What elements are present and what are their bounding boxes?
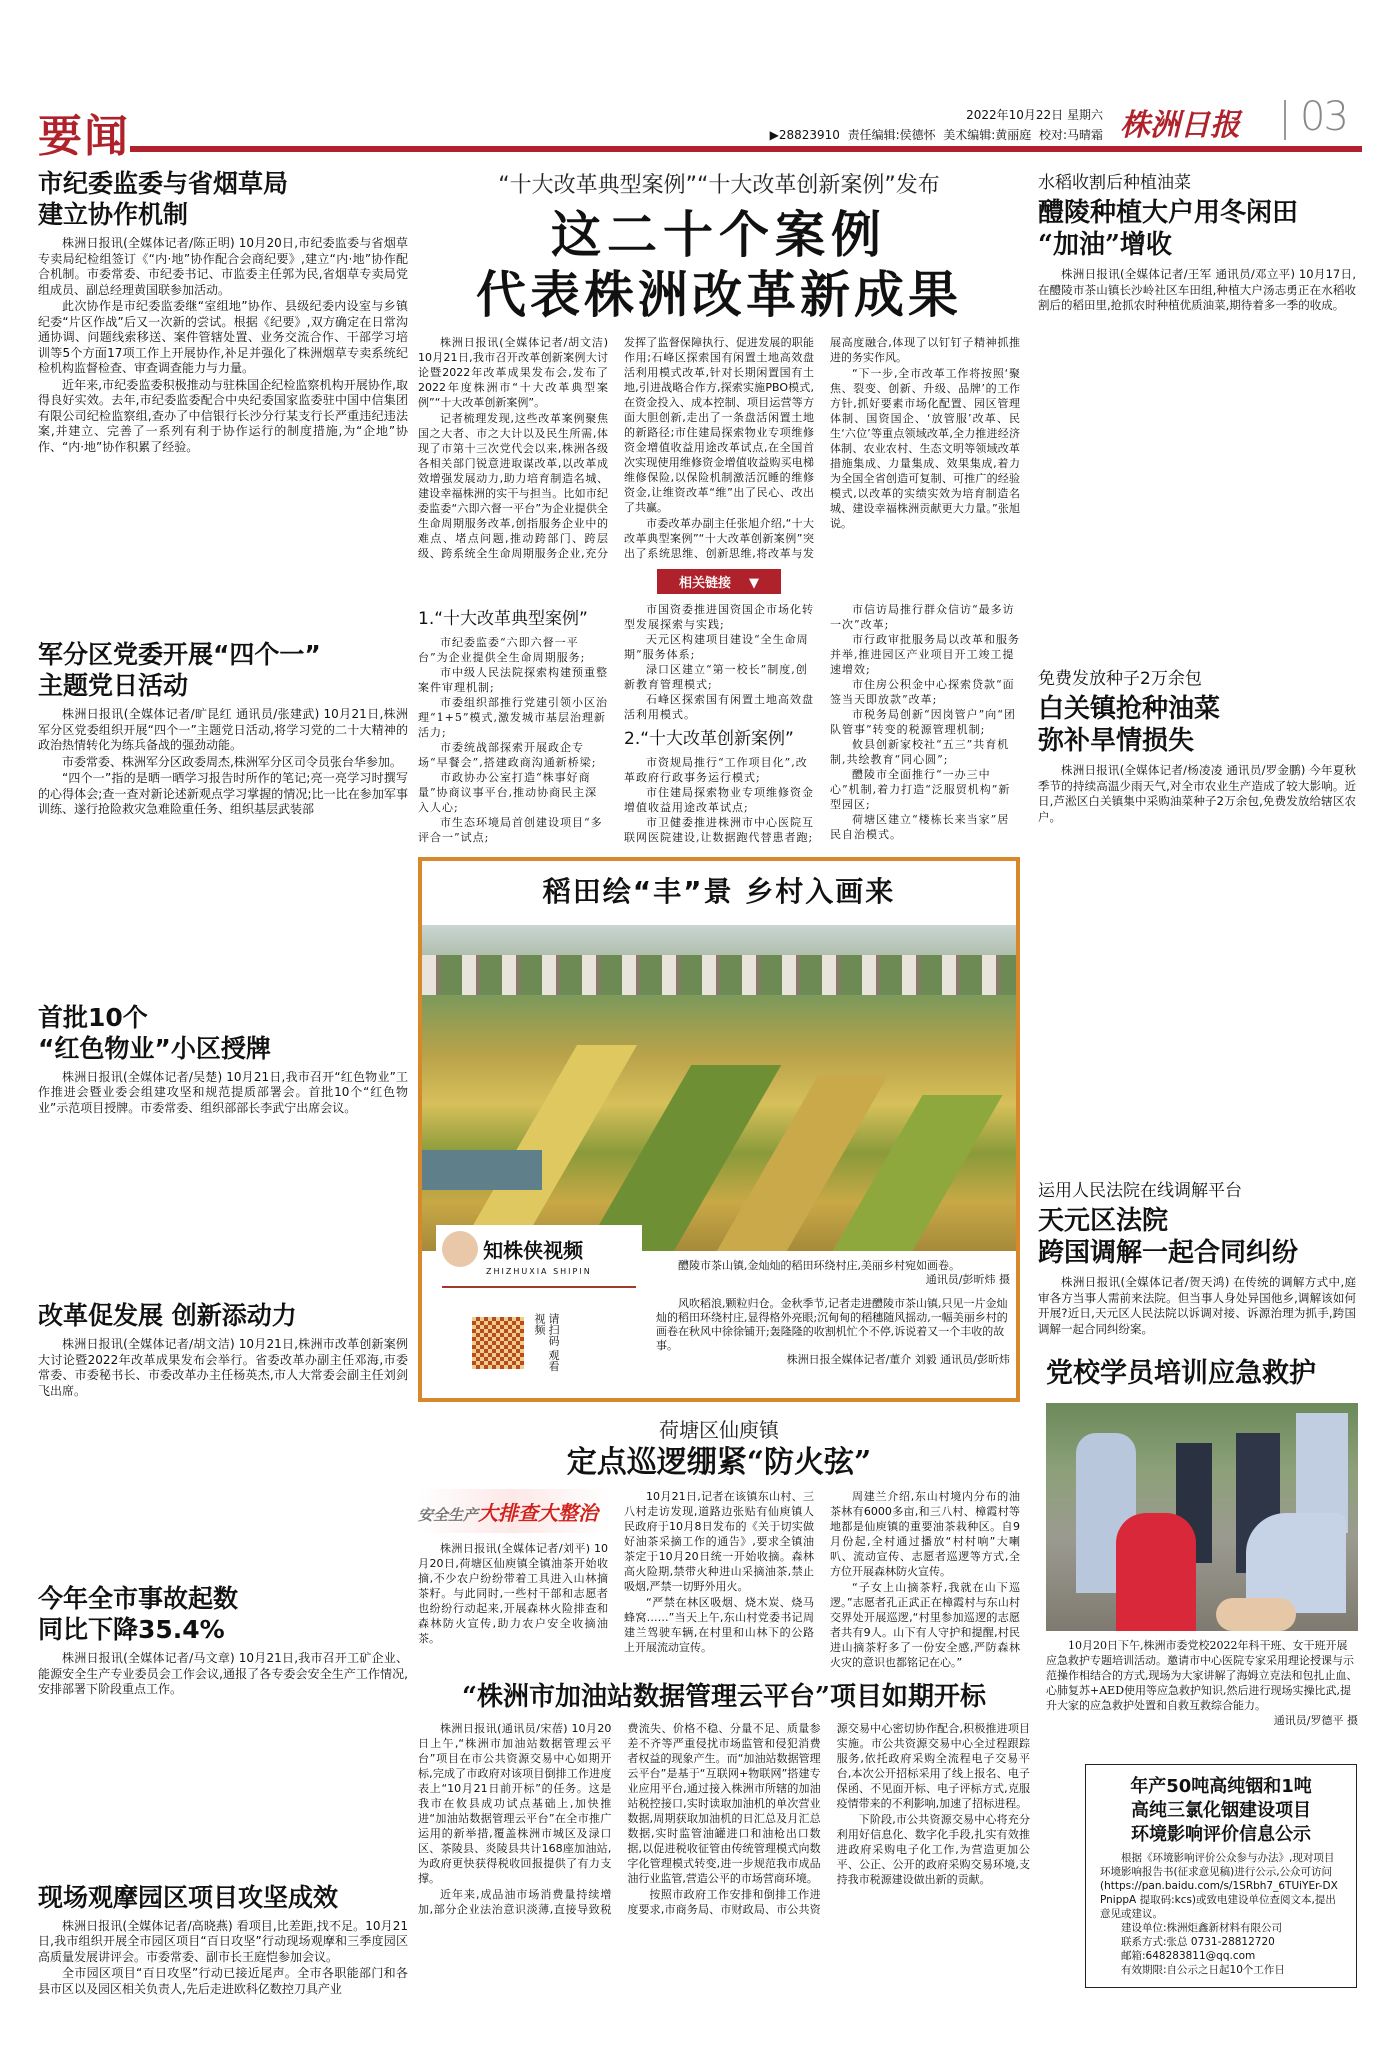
paragraph: 市卫健委推进株洲市中心医院互联网医院建设,让数据跑代替患者跑; — [624, 816, 814, 844]
paragraph: 市国资委推进国资国企市场化转型发展探索与实践; — [624, 603, 814, 631]
paragraph: 下阶段,市公共资源交易中心将充分利用好信息化、数字化手段,扎实有效推进政府采购电子化工作,为营造更加公平、公正、公开的政府采购交易环境,支持我市税源建设做出新的贡献。 — [836, 1813, 1030, 1887]
related-links-tag[interactable]: 相关链接 ▼ — [418, 569, 1020, 594]
paragraph: 株洲日报讯(全媒体记者/高晓燕) 看项目,比差距,找不足。10月21日,我市组织开展全市园区项目“百日攻坚”行动现场观摩和三季度园区高质量发展讲评会。市委常委、副市长王庭恺参加会议。 — [38, 1918, 408, 1964]
divider — [1284, 100, 1286, 140]
paragraph: 市住房公积金中心探索贷款“面签当天即放款”改革; — [830, 678, 1015, 706]
article-title: 现场观摩园区项目攻坚成效 — [38, 1882, 339, 1912]
article-title: 今年全市事故起数 同比下降35.4% — [38, 1584, 239, 1644]
banner-text-1: 安全生产 — [418, 1506, 479, 1524]
brand-logo-icon — [442, 1231, 478, 1267]
caption-credit: 通讯员/彭昕炜 摄 — [925, 1273, 1010, 1286]
notice-period: 有效期限:自公示之日起10个工作日 — [1121, 1964, 1285, 1976]
article-body — [38, 1337, 408, 1399]
paragraph: 市行政审批服务局以改革和服务并举,推进园区产业项目开工竣工提速增效; — [830, 633, 1020, 676]
section-name: 要闻 — [38, 111, 130, 162]
photo-caption — [656, 1259, 1010, 1367]
paragraph: 株洲日报讯(全媒体记者/刘平) 10月20日,荷塘区仙庾镇全镇油茶开始收摘,不少农户纷纷带着工具进入山林摘茶籽。与此同时,一些村干部和志愿者也纷纷行动起来,开展森林火险排查和森林防火宣传,助力农户安全收摘油茶。 — [418, 1542, 608, 1645]
art-editor: 美术编辑:黄丽庭 — [943, 128, 1032, 142]
qr-hint-2: 观看视频 — [533, 1313, 560, 1372]
paragraph: 渌口区建立“第一校长”制度,创新教育管理模式; — [624, 663, 808, 691]
photo-text: 风吹稻浪,颗粒归仓。金秋季节,记者走进醴陵市茶山镇,只见一片金灿灿的稻田环绕村庄,显得格外亮眼;沉甸甸的稻穗随风摇动,一幅美丽乡村的画卷在秋风中徐徐铺开;轰隆隆的收割机忙个不停,诉说着又一个丰收的故事。 — [656, 1297, 1008, 1352]
paragraph: “四个一”指的是晒一晒学习报告时所作的笔记;亮一亮学习时撰写的心得体会;查一查对新论述新观点学习掌握的情况;比一比在参加军事训练、遂行抢险救灾急难险重任务、组织基层武装部 — [38, 771, 408, 816]
qr-hint — [532, 1313, 560, 1375]
banner-text-2: 大排查大整治 — [478, 1501, 599, 1525]
paragraph: 株洲日报讯(全媒体记者/马文章) 10月21日,我市召开工矿企业、能源安全生产专业委员会工作会议,通报了各专委会安全生产工作情况,安排部署下阶段重点工作。 — [38, 1651, 408, 1696]
video-brand — [436, 1225, 642, 1294]
news-article — [38, 639, 408, 819]
paragraph: 株洲日报讯(全媒体记者/胡文洁) 10月21日,株洲市改革创新案例大讨论暨2022年改革成果发布会举行。省委改革办副主任邓海,市委常委、市委秘书长、市委改革办主任杨英杰,市人大常委会副主任刘剑飞出席。 — [38, 1337, 408, 1398]
paragraph: 此次协作是市纪委监委继“室组地”协作、县级纪委内设室与乡镇纪委“片区作战”后又一次新的尝试。根据《纪要》,双方确定在日常沟通协调、问题线索移送、案件管辖处置、业务交流合作、干部学习培训等5个方面17项工作上开展协作,补足并强化了株洲烟草专卖系统纪检机构监督检查、审查调查能力与力量。 — [38, 299, 408, 375]
newspaper-logo: 株洲日报 — [1120, 108, 1240, 143]
news-article — [1038, 1176, 1356, 1338]
paragraph: 株洲日报讯(全媒体记者/旷昆红 通讯员/张建武) 10月21日,株洲军分区党委组织开展“四个一”主题党日活动,将学习党的二十大精神的政治热情转化为练兵备战的强劲动能。 — [38, 707, 408, 752]
article-title: 首批10个 “红色物业”小区授牌 — [38, 1002, 271, 1063]
paragraph: 按照市政府工作安排和倒排工作进度要求,市商务局、市财政局、市公共资源交易中心密切协作配合,积极推进项目实施。市公共资源交易中心全过程跟踪服务,依托政府采购全流程电子交易平台,本次公开招标采用了线上报名、电子保函、不见面开标、电子评标方式,克服疫情带来的不利影响,加速了招标进程。 — [627, 1722, 1030, 1917]
paragraph: 市生态环境局首创建设项目“多评合一”试点; — [418, 816, 603, 844]
fire-body — [418, 1489, 1020, 1670]
paragraph: 市委组织部推行党建引领小区治理“1+5”模式,激发城市基层治理新活力; — [418, 696, 608, 739]
paragraph: 株洲日报讯(全媒体记者/胡文洁) 10月21日,我市召开改革创新案例大讨论暨2022年改革成果发布会,发布了2022年度株洲市“十大改革典型案例”“十大改革创新案例”。 — [418, 336, 608, 409]
paragraph: 株洲日报讯(全媒体记者/杨凌凌 通讯员/罗金鹏) 今年夏秋季节的持续高温少雨天气,对全市农业生产造成了较大影响。近日,芦淞区白关镇集中采购油菜种子2万余包,免费发放给辖区农户。 — [1038, 763, 1356, 824]
notice-title-3: 环境影响评价信息公示 — [1131, 1824, 1311, 1845]
gas-title: “株洲市加油站数据管理云平台”项目如期开标 — [462, 1682, 986, 1712]
party-title: 党校学员培训应急救护 — [1046, 1358, 1316, 1389]
paragraph: 荷塘区建立“楼栋长来当家”居民自治模式。 — [830, 813, 1010, 841]
lead-title-2: 代表株洲改革新成果 — [476, 266, 962, 324]
editor-credits: ▶28823910 责任编辑:侯德怀 美术编辑:黄丽庭 校对:马晴霜 — [769, 128, 1103, 142]
article-body — [38, 1919, 408, 1998]
paragraph: 天元区构建项目建设“全生命周期”服务体系; — [624, 633, 809, 661]
issue-date: 2022年10月22日 星期六 — [966, 108, 1103, 122]
paragraph: 株洲日报讯(通讯员/宋蓓) 10月20日上午,“株洲市加油站数据管理云平台”项目在市公共资源交易中心如期开标,完成了市政府对该项目倒排工作进度表上“10月21日前开标”的任务。这是我市在攸县成功试点基础上,加快推进“加油站数据管理云平台”在全市推广运用的新举措,覆盖株洲市城区及渌口区、茶陵县、炎陵县共计168座加油站,为政府更快获得税收回报提供了有力支撑。 — [418, 1722, 612, 1886]
article-body — [38, 236, 408, 455]
article-body — [1038, 1275, 1356, 1337]
photo-text-credit: 株洲日报全媒体记者/董介 刘毅 通讯员/彭昕炜 — [786, 1353, 1010, 1366]
rice-field-photo — [422, 925, 1016, 1251]
paragraph: 株洲日报讯(全媒体记者/贺天鸿) 在传统的调解方式中,庭审各方当事人需前来法院。但当事人身处异国他乡,调解该如何开展?近日,天元区人民法院以诉调对接、诉源治理为抓手,跨国调解一起合同纠纷案。 — [1038, 1275, 1356, 1336]
safety-banner — [418, 1489, 608, 1533]
paragraph: 市资规局推行“工作项目化”,改革政府行政事务运行模式; — [624, 756, 808, 784]
paragraph: 市税务局创新“因岗管户”向“团队管事”转变的税源管理机制; — [830, 708, 1016, 736]
article-body — [38, 1651, 408, 1698]
video-brand-name: 知株侠视频 — [483, 1238, 584, 1263]
news-article — [38, 1882, 408, 1999]
article-body — [1038, 763, 1356, 825]
article-body — [38, 1070, 408, 1117]
lead-body — [418, 335, 1020, 561]
paragraph: 市政协办公室打造“株事好商量”协商议事平台,推动协商民主深入人心; — [418, 771, 598, 814]
fire-kicker: 荷塘区仙庾镇 — [659, 1418, 779, 1442]
article-body — [38, 707, 408, 818]
qr-hint-1: 请扫码 — [547, 1313, 560, 1346]
paragraph: 近年来,市纪委监委积极推动与驻株国企纪检监察机构开展协作,取得良好实效。去年,市纪委监委配合中央纪委国家监委驻中国中信集团有限公司纪检监察组,查办了中信银行长沙分行某支行长严重违纪违法案,并建立、完善了一系列有利于协作运行的制度措施,为“企地”协作、“内·地”协作积累了经验。 — [38, 377, 408, 454]
paragraph: 醴陵市全面推行“一办三中心”机制,着力打造“泛服贸机构”新型园区; — [830, 768, 1011, 811]
article-title: 醴陵种植大户用冬闲田 “加油”增收 — [1038, 198, 1299, 260]
photo-title: 稻田绘“丰”景 乡村入画来 — [542, 875, 896, 908]
caption-text: 醴陵市茶山镇,金灿灿的稻田环绕村庄,美丽乡村宛如画卷。 — [678, 1259, 960, 1272]
hotline: 28823910 — [778, 128, 840, 142]
paragraph: 攸县创新家校社“五三”共育机制,共绘教育“同心圆”; — [830, 738, 1010, 766]
party-caption — [1046, 1638, 1358, 1728]
first-aid-photo — [1046, 1403, 1358, 1631]
photo-feature — [418, 857, 1020, 1402]
paragraph: “子女上山摘茶籽,我就在山下巡逻。”志愿者孔正武正在樟霞村与东山村交界处开展巡逻,“村里参加巡逻的志愿者共有9人。山下有人守护和提醒,村民进山摘茶籽多了一份安全感,严防森林火灾的意识也都铭记在心。” — [830, 1581, 1020, 1669]
paragraph: 市中级人民法院探索构建预重整案件审理机制; — [418, 666, 608, 694]
article-body — [1038, 267, 1356, 314]
fire-title: 定点巡逻绷紧“防火弦” — [566, 1445, 872, 1480]
article-kicker: 运用人民法院在线调解平台 — [1038, 1181, 1242, 1201]
paragraph: 10月21日,记者在该镇东山村、三八村走访发现,道路边张贴有仙庾镇人民政府于10月8日发布的《关于切实做好油茶采摘工作的通告》,要求全镇油茶定于10月20日统一开始收摘。森林高火险期,禁带火种进山采摘油茶,禁止吸烟,严禁一切野外用火。 — [624, 1490, 814, 1593]
qr-code[interactable] — [472, 1317, 524, 1369]
article-kicker: 水稻收割后种植油菜 — [1038, 173, 1191, 193]
party-caption-text: 10月20日下午,株洲市委党校2022年科干班、女干班开展应急救护专题培训活动。邀请市中心医院专家采用理论授课与示范操作相结合的方式,现场为大家讲解了海姆立克法和包扎止血、心肺复苏+AED使用等应急救护知识,然后进行现场实操比武,提升大家的应急救护处置和自救互救综合能力。 — [1046, 1639, 1358, 1712]
paragraph: 周建兰介绍,东山村境内分布的油茶林有6000多亩,和三八村、樟霞村等地都是仙庾镇的重要油茶栽种区。自9月份起,全村通过播放“村村响”大喇叭、流动宣传、志愿者巡逻等方式,全方位开展森林防火宣传。 — [830, 1490, 1020, 1578]
notice-title-2: 高纯三氯化铟建设项目 — [1131, 1800, 1311, 1821]
paragraph: 市信访局推行群众信访“最多访一次”改革; — [830, 603, 1015, 631]
paragraph: 记者梳理发现,这些改革案例聚焦国之大者、市之大计以及民生所需,体现了市第十三次党代会以来,株洲各级各相关部门锐意进取谋改革,以改革成效增强发展动力,助力培育制造名城、建设幸福株洲的实干与担当。比如市纪委监委“六即六督一平台”为企业提供全生命周期服务改革,创指服务企业中的难点、堵点问题,推动跨部门、跨层级、跨系统全生命周期服务企业,充分发挥了监督保障执行、促进发展的职能作用;石峰区探索国有闲置土地高效盘活利用模式改革,针对长期闲置国有土地,引进战略合作方,探索实施PBO模式,在资金投入、成本控制、项目运营等方面大胆创新,走出了一条盘活闲置土地的新路径;市住建局探索物业专项维修资金增值收益用途改革试点,在全国首次实现使用维修资金增值收益购买电梯维修保险,以保险机制激活沉睡的维修资金,让维资改革“维”出了民心、改出了共赢。 — [418, 336, 814, 560]
article-title: 军分区党委开展“四个一” 主题党日活动 — [38, 640, 321, 700]
page-number: 03 — [1300, 94, 1347, 140]
news-article — [1038, 168, 1356, 315]
party-credit: 通讯员/罗德平 摄 — [1273, 1714, 1358, 1727]
list2-title: 2.“十大改革创新案例” — [624, 729, 794, 749]
paragraph: 市委改革办副主任张旭介绍,“十大改革典型案例”“十大改革创新案例”突出了系统思维、创新思维,将改革与发展高度融合,体现了以钉钉子精神抓推进的务实作风。 — [624, 336, 1020, 560]
right-column — [1038, 168, 1356, 1338]
notice-title-1: 年产50吨高纯铟和1吨 — [1130, 1776, 1312, 1797]
list1-title: 1.“十大改革典型案例” — [418, 609, 588, 629]
paragraph: 石峰区探索国有闲置土地高效盘活利用模式。 — [624, 693, 814, 721]
public-notice — [1085, 1764, 1357, 1988]
case-lists — [418, 602, 1020, 845]
related-links-label: 相关链接 — [678, 576, 731, 591]
article-title: 白关镇抢种油菜 弥补旱情损失 — [1038, 694, 1221, 757]
article-kicker: 免费发放种子2万余包 — [1038, 669, 1202, 690]
article-title: 市纪委监委与省烟草局 建立协作机制 — [38, 169, 289, 229]
paragraph: 近年来,成品油市场消费量持续增加,部分企业法治意识淡薄,直接导致税费流失、价格不稳、分量不足、质量参差不齐等严重侵扰市场监管和侵犯消费者权益的现象产生。而“加油站数据管理云平台”是基于“互联网+物联网”搭建专业应用平台,通过接入株洲市所辖的加油站税控接口,实时读取加油机的单次营业数据,周期获取加油机的日汇总及月汇总数据,实时监管油罐进口和油枪出口数据,以促进税收征管由传统管理模式向数字化管理模式转变,进一步规范我市成品油行业监管,营造公平的市场营商环境。 — [418, 1722, 821, 1917]
paragraph: “下一步,全市改革工作将按照‘聚焦、裂变、创新、升级、品牌’的工作方针,抓好要素市场化配置、园区管理体制、国资国企、‘放管服’改革、民生‘六位’等重点领域改革,全力推进经济体制、农业农村、生态文明等领域改革措施集成、力量集成、效果集成,着力为全国全省创造可复制、可推广的经验模式,以改革的实绩实效为培育制造名城、建设幸福株洲贡献更大力量。”张旭说。 — [830, 367, 1020, 530]
lead-title-1: 这二十个案例 — [551, 206, 887, 264]
video-brand-pinyin: ZHIZHUXIA SHIPIN — [486, 1267, 592, 1276]
paragraph: 市委统战部探索开展政企专场“早餐会”,搭建政商沟通新桥梁; — [418, 741, 597, 769]
notice-email[interactable]: 邮箱:648283811@qq.com — [1121, 1950, 1256, 1962]
paragraph: 全市园区项目“百日攻坚”行动已接近尾声。全市各职能部门和各县市区以及园区相关负责人,先后走进欧科亿数控刀具产业 — [38, 1966, 408, 1996]
news-article — [38, 1300, 408, 1400]
paragraph: 市委常委、株洲军分区政委周杰,株洲军分区司令员张台华参加。 — [62, 754, 402, 769]
lead-heading — [418, 168, 1020, 325]
paragraph: 株洲日报讯(全媒体记者/陈正明) 10月20日,市纪委监委与省烟草专卖局纪检组签订《“内·地”协作配合会商纪要》,建立“内·地”协作配合机制。市委常委、市纪委书记、市监委主任郭为民,省烟草专卖局党组成员、副总经理黄国联参加活动。 — [38, 236, 408, 297]
paragraph: “严禁在林区吸烟、烧木炭、烧马蜂窝……”当天上午,东山村党委书记周建兰驾驶车辆,在村里和山林下的公路上开展流动宣传。 — [624, 1596, 814, 1654]
lead-kicker: “十大改革典型案例”“十大改革创新案例”发布 — [498, 173, 940, 198]
article-title: 天元区法院 跨国调解一起合同纠纷 — [1038, 1206, 1299, 1268]
middle-column — [418, 168, 1030, 1917]
gas-body — [418, 1721, 1030, 1917]
editor: 责任编辑:侯德怀 — [847, 128, 936, 142]
left-column — [38, 168, 408, 1998]
news-article — [38, 1002, 408, 1118]
paragraph: 市纪委监委“六即六督一平台”为企业提供全生命周期服务; — [418, 636, 586, 664]
notice-text: 根据《环境影响评价公众参与办法》,现对项目环境影响报告书(征求意见稿)进行公示,公众可访问(https://pan.baidu.com/s/1SRbh7_6TUiYEr-DXPnippA 提取码:kcs)或致电建设单位查阅文本,提出意见或建议。 — [1100, 1852, 1338, 1920]
paragraph: 株洲日报讯(全媒体记者/吴楚) 10月21日,我市召开“红色物业”工作推进会暨业委会组建攻坚和规范提质部署会。首批10个“红色物业”示范项目授牌。市委常委、组织部部长李武宁出席会议。 — [38, 1069, 408, 1115]
proofreader: 校对:马晴霜 — [1038, 128, 1103, 142]
news-article — [38, 1583, 408, 1699]
fire-heading — [418, 1414, 1020, 1481]
news-article — [38, 168, 408, 456]
article-title: 改革促发展 创新添动力 — [38, 1301, 297, 1330]
notice-contact: 联系方式:张总 0731-28812720 — [1121, 1936, 1275, 1948]
notice-unit: 建设单位:株洲炬鑫新材料有限公司 — [1121, 1922, 1283, 1934]
header-rule — [130, 146, 1362, 152]
news-article — [1038, 664, 1356, 826]
paragraph: 株洲日报讯(全媒体记者/王军 通讯员/邓立平) 10月17日,在醴陵市茶山镇长沙岭社区车田组,种植大户汤志勇正在水稻收割后的稻田里,抢抓农时种植优质油菜,期待着多一季的收成。 — [1038, 267, 1356, 312]
paragraph: 市住建局探索物业专项维修资金增值收益用途改革试点; — [624, 786, 814, 814]
